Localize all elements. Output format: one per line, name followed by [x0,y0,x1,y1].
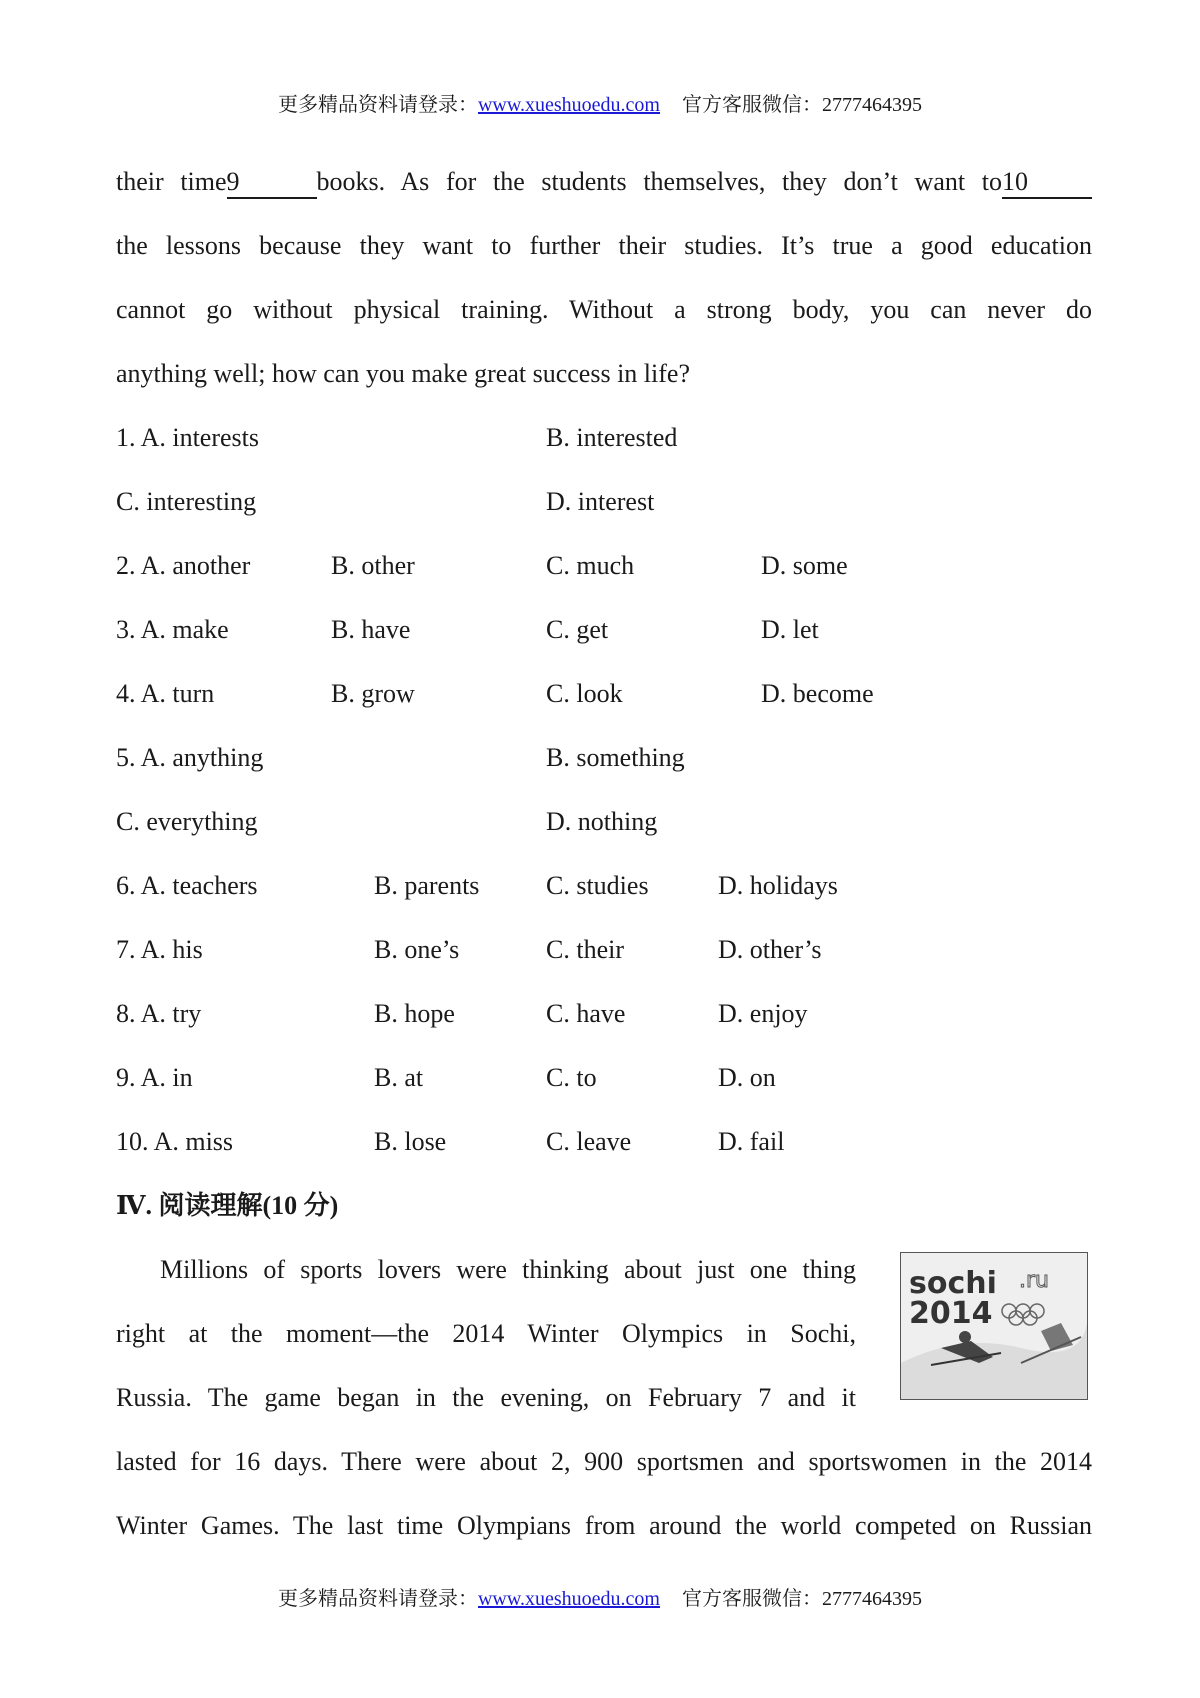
question-6: 6. A. teachers B. parents C. studies D. holidays [116,854,1092,918]
reading-line-3: Russia. The game began in the evening, on February 7 and it [116,1383,856,1412]
option-a: A. in [140,1063,193,1092]
option-b: B. other [331,551,415,580]
option-b: B. parents [374,871,480,900]
header-wechat: 官方客服微信：2777464395 [682,94,922,116]
option-c: C. leave [546,1127,632,1156]
reading-line-5: Winter Games. The last time Olympians from around the world competed on Russian [116,1511,1092,1540]
passage-line-3: cannot go without physical training. Without a strong body, you can never do [116,295,1092,324]
page-content [116,150,1092,1558]
passage-line-1: their time9 books. As for the students themselves, they don’t want to10 [116,150,1092,214]
question-4: 4. A. turn B. grow C. look D. become [116,662,1092,726]
option-c: C. everything [116,807,258,836]
question-5: 5. A. anything B. something [116,726,1092,790]
footer-wechat: 官方客服微信：2777464395 [682,1588,922,1610]
option-d: D. become [761,679,874,708]
question-9: 9. A. in B. at C. to D. on [116,1046,1092,1110]
question-3: 3. A. make B. have C. get D. let [116,598,1092,662]
option-a: A. his [140,935,203,964]
passage-line-2: the lessons because they want to further their studies. It’s true a good education [116,231,1092,260]
footer-link[interactable]: www.xueshuoedu.com [477,1588,660,1610]
reading-line-2: right at the moment—the 2014 Winter Olympics in Sochi, [116,1319,856,1348]
question-1-cont [116,470,1092,534]
option-a: A. interests [140,423,259,452]
option-b: B. one’s [374,935,460,964]
option-d: D. enjoy [718,999,808,1028]
option-d: D. interest [546,487,655,516]
option-c: C. look [546,679,623,708]
logo-line-1: sochi [909,1266,997,1301]
logo-line-2: 2014 [909,1296,993,1331]
option-d: D. on [718,1063,776,1092]
option-b: B. at [374,1063,424,1092]
option-a: A. teachers [140,871,258,900]
option-d: D. fail [718,1127,785,1156]
option-d: D. nothing [546,807,658,836]
passage-line-4: anything well; how can you make great success in life? [116,359,690,388]
sochi-2014-logo-image [900,1252,1088,1400]
option-d: D. some [761,551,848,580]
question-7: 7. A. his B. one’s C. their D. other’s [116,918,1092,982]
option-d: D. holidays [718,871,838,900]
option-c: C. their [546,935,624,964]
blank-10: 10 [1002,167,1092,199]
reading-passage [116,1238,1092,1558]
reading-line-1: Millions of sports lovers were thinking about just one thing [160,1255,856,1284]
blank-9: 9 [227,167,317,199]
option-b: B. have [331,615,411,644]
logo-suffix: .ru [1019,1268,1049,1293]
cloze-passage-end [116,150,1092,406]
reading-line-4: lasted for 16 days. There were about 2, 900 sportsmen and sportswomen in the 2014 [116,1447,1092,1476]
option-b: B. hope [374,999,455,1028]
option-c: C. interesting [116,487,257,516]
footer-prefix: 更多精品资料请登录： [277,1588,478,1610]
question-8: 8. A. try B. hope C. have D. enjoy [116,982,1092,1046]
option-c: C. much [546,551,635,580]
page-header [0,88,1200,117]
header-prefix: 更多精品资料请登录： [277,94,478,116]
option-b: B. lose [374,1127,447,1156]
question-10: 10. A. miss B. lose C. leave D. fail [116,1110,1092,1174]
option-c: C. to [546,1063,597,1092]
question-5-cont [116,790,1092,854]
option-c: C. get [546,615,609,644]
option-a: A. another [140,551,251,580]
question-2: 2. A. another B. other C. much D. some [116,534,1092,598]
option-a: A. miss [153,1127,234,1156]
page-footer [0,1582,1200,1611]
option-a: A. try [140,999,202,1028]
section-heading: Ⅳ. 阅读理解(10 分) [116,1191,339,1220]
option-a: A. anything [140,743,264,772]
option-d: D. let [761,615,819,644]
option-b: B. something [546,743,685,772]
option-c: C. have [546,999,626,1028]
question-1: 1. A. interests B. interested [116,406,1092,470]
option-a: A. make [140,615,229,644]
option-b: B. grow [331,679,415,708]
option-a: A. turn [140,679,215,708]
question-list [116,406,1092,1174]
sochi-logo-graphic [901,1253,1087,1399]
option-d: D. other’s [718,935,822,964]
option-b: B. interested [546,423,678,452]
header-link[interactable]: www.xueshuoedu.com [477,94,660,116]
option-c: C. studies [546,871,649,900]
